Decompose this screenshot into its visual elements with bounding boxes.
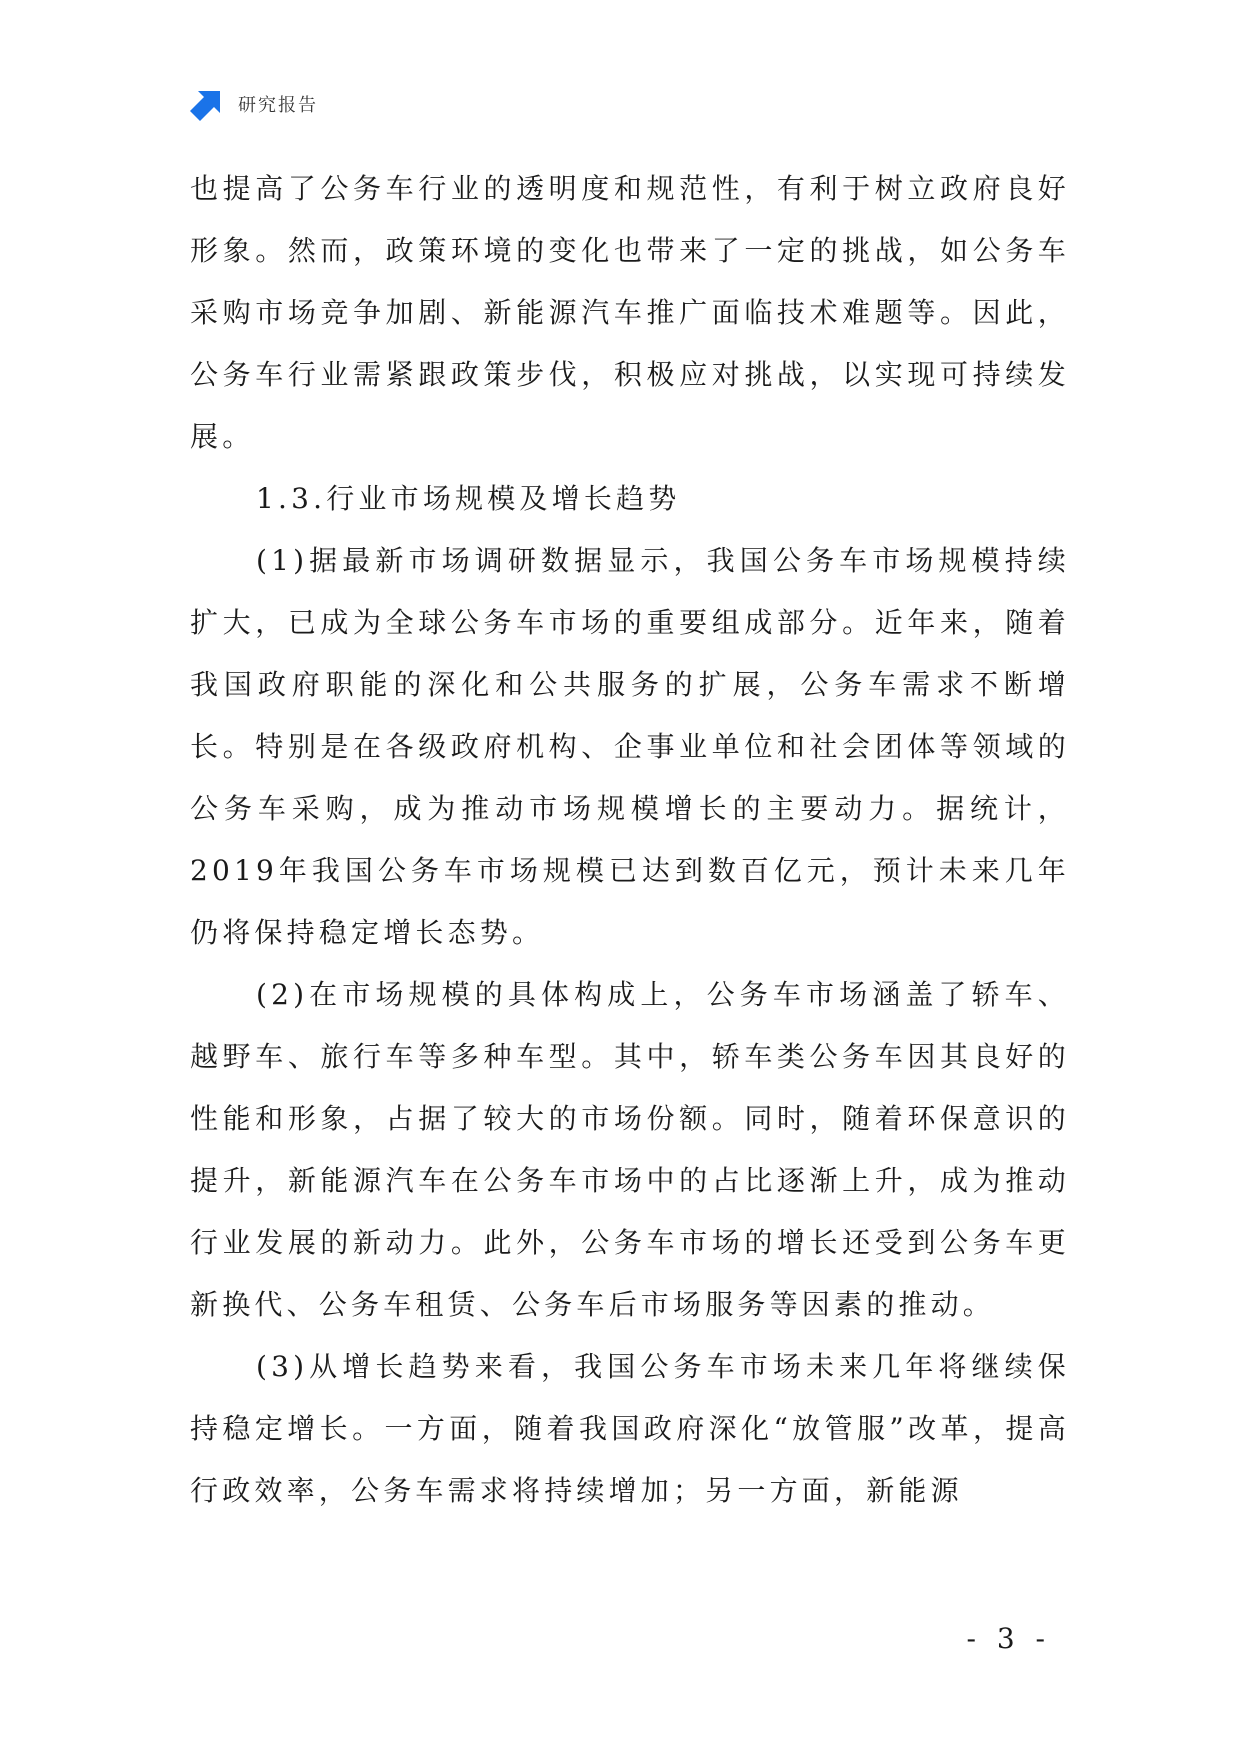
paragraph-continuation: 也提高了公务车行业的透明度和规范性，有利于树立政府良好形象。然而，政策环境的变化也带来了一定的挑战，如公务车采购市场竞争加剧、新能源汽车推广面临技术难题等。因此，公务车行业需紧跟政策步伐，积极应对挑战，以实现可持续发展。 [190, 172, 1070, 453]
paragraph-1: (1)据最新市场调研数据显示，我国公务车市场规模持续扩大，已成为全球公务车市场的重要组成部分。近年来，随着我国政府职能的深化和公共服务的扩展，公务车需求不断增长。特别是在各级政府机构、企事业单位和社会团体等领域的公务车采购，成为推动市场规模增长的主要动力。据统计，2019年我国公务车市场规模已达到数百亿元，预计未来几年仍将保持稳定增长态势。 [190, 544, 1070, 949]
header-title: 研究报告 [238, 95, 318, 116]
document-body [190, 158, 1070, 1522]
paragraph-3: (3)从增长趋势来看，我国公务车市场未来几年将继续保持稳定增长。一方面，随着我国政府深化“放管服”改革，提高行政效率，公务车需求将持续增加；另一方面，新能源 [190, 1350, 1070, 1507]
page-number: - 3 - [966, 1622, 1051, 1655]
arrow-up-right-icon [190, 87, 224, 121]
page-header [190, 86, 318, 122]
section-heading: 1.3.行业市场规模及增长趋势 [256, 482, 681, 515]
paragraph-2: (2)在市场规模的具体构成上，公务车市场涵盖了轿车、越野车、旅行车等多种车型。其中，轿车类公务车因其良好的性能和形象，占据了较大的市场份额。同时，随着环保意识的提升，新能源汽车在公务车市场中的占比逐渐上升，成为推动行业发展的新动力。此外，公务车市场的增长还受到公务车更新换代、公务车租赁、公务车后市场服务等因素的推动。 [190, 978, 1070, 1321]
